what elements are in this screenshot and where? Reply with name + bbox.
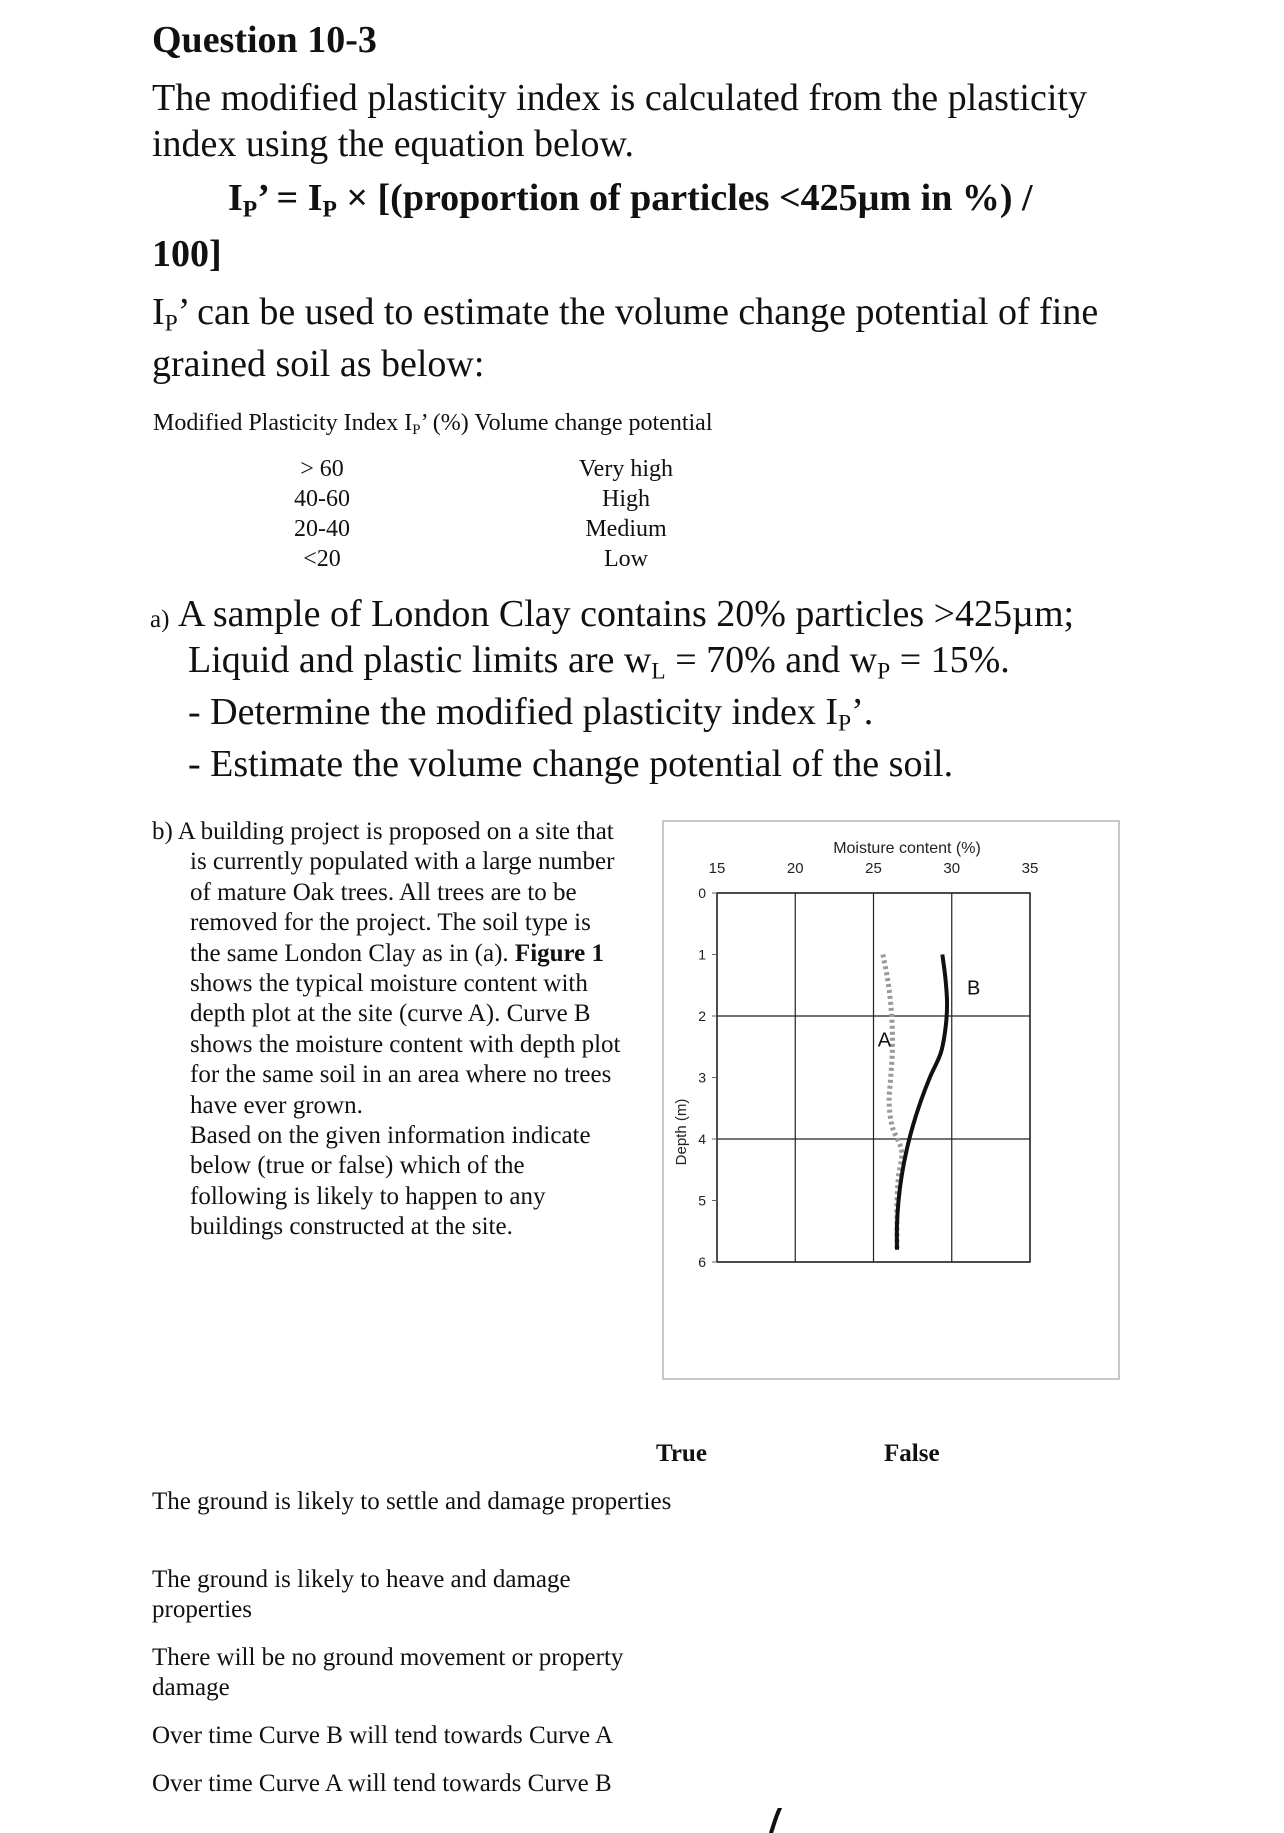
x-tick-label: 15 — [708, 860, 726, 877]
volume-table-header: Modified Plasticity Index $I_P$’ (%) Volume change potential — [153, 410, 713, 439]
handwritten-check-mark-icon — [752, 1808, 792, 1833]
table-range-cell: 40-60 — [294, 486, 350, 512]
table-range-cell: <20 — [303, 546, 341, 572]
moisture-depth-chart — [662, 820, 1120, 1380]
part-b-line: have ever grown. — [190, 1091, 363, 1119]
part-b-line: shows the moisture content with depth plot — [190, 1030, 621, 1058]
y-tick-label: 0 — [698, 885, 706, 901]
x-tick-label: 25 — [865, 860, 882, 877]
y-tick-label: 3 — [698, 1069, 706, 1086]
table-potential-cell: Very high — [579, 456, 673, 482]
part-b-line: Based on the given information indicate — [190, 1122, 591, 1150]
part-a-line-1: A sample of London Clay contains 20% particles >425µm; — [178, 593, 1075, 635]
part-b-line: the same London Clay as in (a). Figure 1 — [190, 939, 605, 967]
part-b-line: is currently populated with a large number — [190, 848, 615, 876]
statement-settle: The ground is likely to settle and damage properties — [152, 1488, 672, 1515]
statement-a-towards-b: Over time Curve A will tend towards Curve B — [152, 1770, 612, 1797]
y-tick-label: 6 — [698, 1254, 706, 1270]
table-potential-cell: Low — [604, 546, 648, 572]
statement-no-movement: There will be no ground movement or property damage — [152, 1644, 624, 1702]
chart-title: Moisture content (%) — [833, 840, 981, 857]
part-b-line: for the same soil in an area where no trees — [190, 1061, 612, 1089]
table-potential-cell: Medium — [585, 516, 667, 542]
y-tick-label: 4 — [698, 1131, 706, 1147]
part-a-label: a) — [150, 606, 170, 633]
part-a-line-2: Liquid and plastic limits are $w_L = 70\%$ and $w_P = 15\%$. — [188, 639, 1010, 685]
part-b-line: b) A building project is proposed on a site that — [152, 818, 614, 845]
y-tick-label: 5 — [698, 1192, 706, 1209]
x-tick-label: 20 — [786, 860, 804, 877]
part-a-line-4: - Estimate the volume change potential of the soil. — [188, 743, 954, 785]
part-b-line: depth plot at the site (curve A). Curve B — [190, 1000, 591, 1028]
statement-b-towards-a: Over time Curve B will tend towards Curve A — [152, 1722, 614, 1749]
x-tick-label: 30 — [943, 860, 961, 877]
table-potential-cell: High — [602, 486, 650, 512]
figure-reference: Figure 1 — [514, 939, 605, 967]
intro-text-line-2: index using the equation below. — [152, 123, 634, 165]
statement-heave: The ground is likely to heave and damage properties — [152, 1566, 571, 1624]
equation-continuation: 100] — [152, 233, 222, 275]
intro-text-line-1: The modified plasticity index is calculated from the plasticity — [152, 77, 1087, 119]
true-column-header: True — [656, 1440, 707, 1467]
part-b-line: of mature Oak trees. All trees are to be — [190, 878, 577, 906]
part-b-line: removed for the project. The soil type is — [190, 909, 591, 937]
part-b-line: shows the typical moisture content with — [190, 970, 588, 998]
false-column-header: False — [884, 1440, 940, 1467]
question-title: Question 10-3 — [152, 19, 377, 61]
part-b-text — [152, 817, 621, 1243]
curve-label-a: A — [877, 1029, 892, 1052]
curve-label-b: B — [966, 977, 981, 1000]
y-tick-label: 2 — [698, 1008, 706, 1024]
usage-text-line-1: $I_P$’ can be used to estimate the volume change potential of fine — [152, 291, 1099, 337]
part-b-line: below (true or false) which of the — [190, 1152, 525, 1180]
part-b-line: buildings constructed at the site. — [190, 1213, 513, 1241]
table-range-cell: > 60 — [300, 456, 344, 482]
chart-y-axis-label: Depth (m) — [673, 1098, 690, 1166]
table-range-cell: 20-40 — [294, 516, 350, 542]
modified-plasticity-equation: $I_P$’ = $I_P$ × [(proportion of particles <425µm in %) / — [228, 177, 1033, 223]
x-tick-label: 35 — [1021, 860, 1039, 877]
part-b-line: following is likely to happen to any — [190, 1182, 546, 1210]
part-a-line-3: - Determine the modified plasticity index $I_P$’. — [188, 691, 874, 737]
usage-text-line-2: grained soil as below: — [152, 343, 485, 385]
y-tick-label: 1 — [698, 946, 706, 963]
